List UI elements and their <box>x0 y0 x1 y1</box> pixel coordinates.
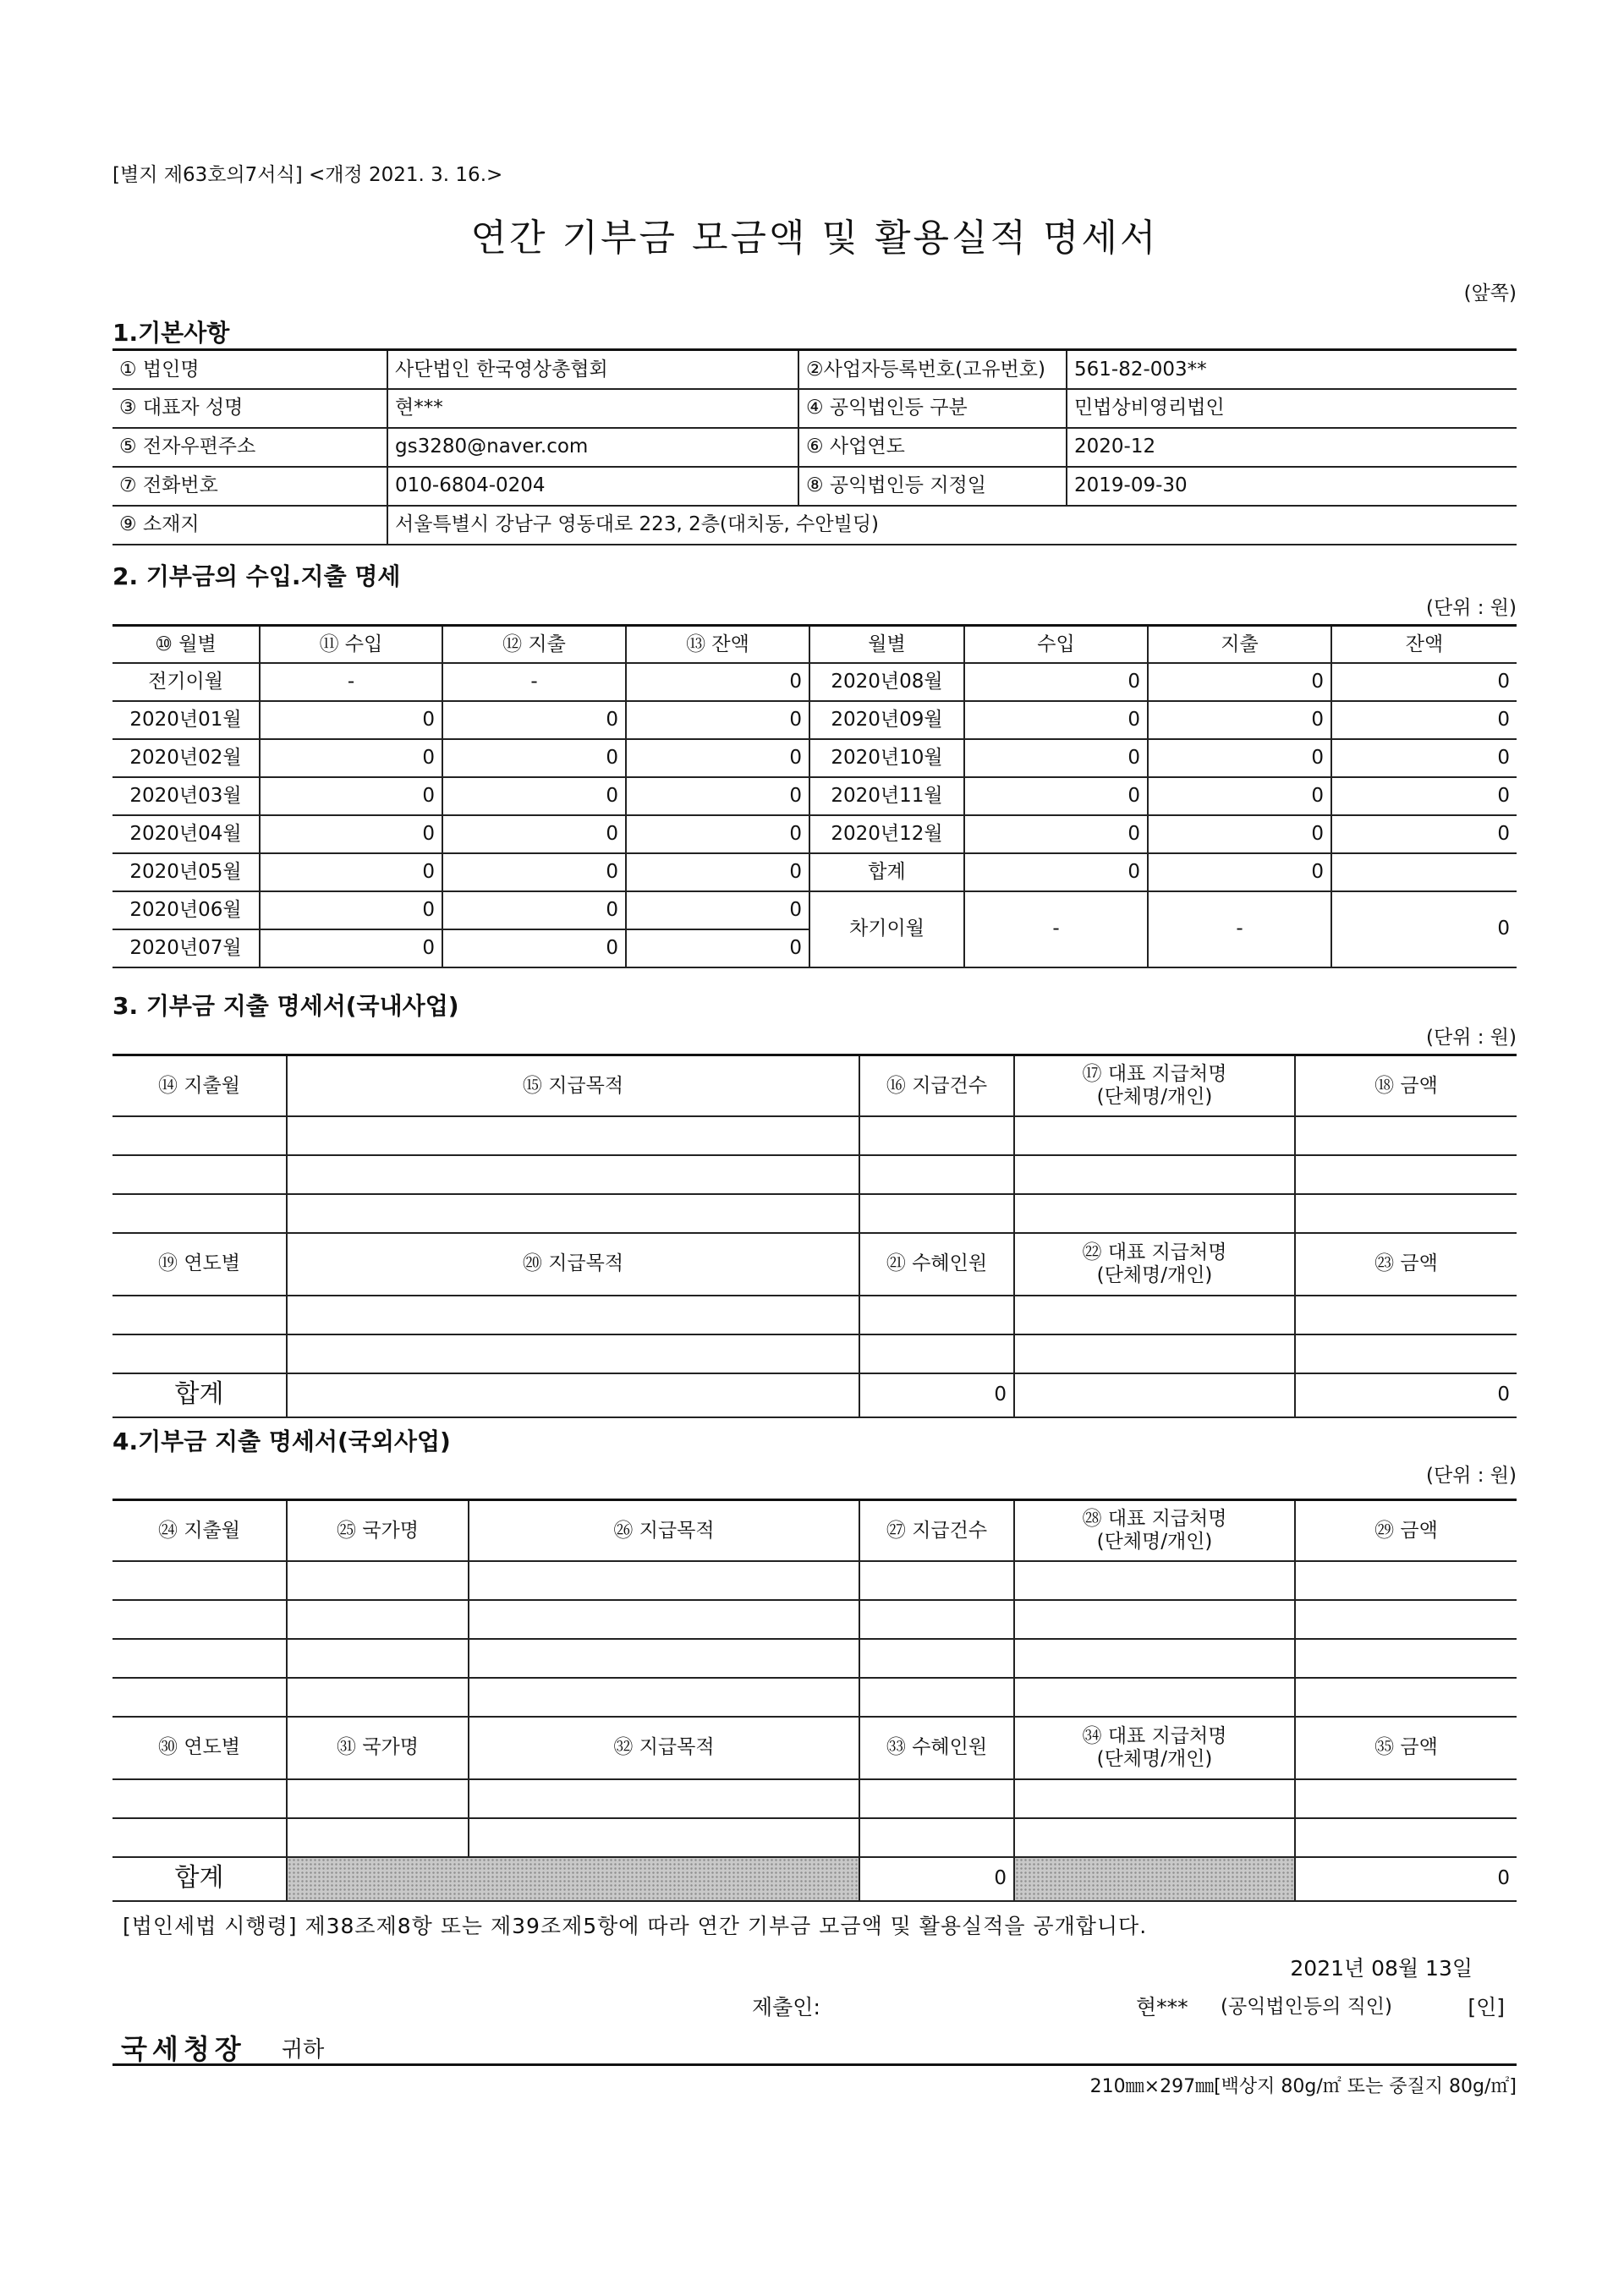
cell-month: 2020년03월 <box>112 777 260 815</box>
section-overseas-heading: 4.기부금 지출 명세서(국외사업) <box>112 1427 451 1455</box>
table-row <box>112 1194 1517 1233</box>
col-beneficiaries: ㉑ 수혜인원 <box>859 1233 1014 1296</box>
shaded-cell <box>1014 1857 1295 1901</box>
col-purpose-2: ⑳ 지급목적 <box>287 1233 859 1296</box>
total-count: 0 <box>859 1373 1014 1417</box>
cell-balance: 0 <box>1331 815 1517 853</box>
value-corp-type: 민법상비영리법인 <box>1067 389 1517 428</box>
cell-balance: 0 <box>626 815 809 853</box>
col-recipient <box>1014 1055 1295 1116</box>
cell-balance: 0 <box>626 853 809 891</box>
cell-month: 2020년07월 <box>112 929 260 967</box>
col-amount-2: ㉟ 금액 <box>1295 1717 1517 1779</box>
cell-total-income: 0 <box>964 853 1148 891</box>
income-header-row <box>112 626 1517 663</box>
label-address: ⑨ 소재지 <box>112 506 387 545</box>
table-row <box>112 1678 1517 1717</box>
col-income: ⑪ 수입 <box>260 626 442 663</box>
domestic-total-row <box>112 1373 1517 1417</box>
cell-expense: 0 <box>442 739 626 777</box>
cell-income: 0 <box>260 853 442 891</box>
cell-income: - <box>260 663 442 701</box>
cell-income: 0 <box>260 777 442 815</box>
table-row <box>112 663 1517 701</box>
cell-income: 0 <box>260 891 442 929</box>
label-designation-date: ⑧ 공익법인등 지정일 <box>798 467 1067 506</box>
table-row <box>112 777 1517 815</box>
cell-total-label: 합계 <box>809 853 964 891</box>
col-recipient-title: ㉘ 대표 지급처명 <box>1082 1508 1227 1531</box>
col-expense-month: ㉔ 지출월 <box>112 1500 287 1561</box>
value-corp-name: 사단법인 한국영상총협회 <box>387 350 798 389</box>
col-amount-2: ㉓ 금액 <box>1295 1233 1517 1296</box>
table-row <box>112 1334 1517 1373</box>
col-recipient <box>1014 1500 1295 1561</box>
cell-expense: 0 <box>442 891 626 929</box>
col-recipient-sub: (단체명/개인) <box>1096 1085 1213 1108</box>
page-title: 연간 기부금 모금액 및 활용실적 명세서 <box>470 216 1159 260</box>
cell-income: 0 <box>260 701 442 739</box>
table-row <box>112 739 1517 777</box>
label-email: ⑤ 전자우편주소 <box>112 428 387 467</box>
col-balance: ⑬ 잔액 <box>626 626 809 663</box>
cell-income: 0 <box>260 929 442 967</box>
total-blank <box>287 1373 859 1417</box>
overseas-header-row-2 <box>112 1717 1517 1779</box>
cell-balance: 0 <box>1331 739 1517 777</box>
label-corp-type: ④ 공익법인등 구분 <box>798 389 1067 428</box>
overseas-total-row <box>112 1857 1517 1901</box>
col-year: ⑲ 연도별 <box>112 1233 287 1296</box>
col-purpose: ⑮ 지급목적 <box>287 1055 859 1116</box>
total-label: 합계 <box>112 1857 287 1901</box>
col-count: ㉗ 지급건수 <box>859 1500 1014 1561</box>
cell-month: 2020년11월 <box>809 777 964 815</box>
col-expense-2: 지출 <box>1148 626 1331 663</box>
col-country: ㉕ 국가명 <box>287 1500 469 1561</box>
cell-balance: 0 <box>626 663 809 701</box>
cell-carry-balance: 0 <box>1331 891 1517 967</box>
table-row <box>112 1296 1517 1334</box>
col-recipient-sub: (단체명/개인) <box>1096 1530 1213 1553</box>
basic-row <box>112 389 1517 428</box>
col-recipient-title: ㉒ 대표 지급처명 <box>1082 1241 1227 1264</box>
value-representative: 현*** <box>387 389 798 428</box>
table-row <box>112 1818 1517 1857</box>
cell-balance: 0 <box>626 777 809 815</box>
section-domestic-heading: 3. 기부금 지출 명세서(국내사업) <box>112 992 459 1020</box>
cell-expense: 0 <box>442 929 626 967</box>
cell-month: 2020년01월 <box>112 701 260 739</box>
col-month-2: 월별 <box>809 626 964 663</box>
table-row <box>112 815 1517 853</box>
submitter-name: 현*** <box>1136 1995 1188 2019</box>
cell-balance: 0 <box>1331 701 1517 739</box>
unit-label: (단위 : 원) <box>1426 1027 1517 1049</box>
basic-row <box>112 467 1517 506</box>
total-count: 0 <box>859 1857 1014 1901</box>
col-count: ⑯ 지급건수 <box>859 1055 1014 1116</box>
overseas-expense-table <box>112 1499 1517 1902</box>
legal-notice: [법인세법 시행령] 제38조제8항 또는 제39조제5항에 따라 연간 기부금 모금액 및 활용실적을 공개합니다. <box>123 1914 1148 1938</box>
cell-expense: 0 <box>442 815 626 853</box>
label-corp-name: ① 법인명 <box>112 350 387 389</box>
col-recipient-2 <box>1014 1233 1295 1296</box>
col-amount: ㉙ 금액 <box>1295 1500 1517 1561</box>
cell-income: 0 <box>260 739 442 777</box>
cell-income: 0 <box>260 815 442 853</box>
col-expense-month: ⑭ 지출월 <box>112 1055 287 1116</box>
cell-expense: 0 <box>1148 739 1331 777</box>
table-row <box>112 891 1517 929</box>
submission-date: 2021년 08월 13일 <box>1290 1956 1473 1981</box>
cell-income: 0 <box>964 663 1148 701</box>
cell-expense: 0 <box>1148 663 1331 701</box>
col-purpose-2: ㉜ 지급목적 <box>469 1717 859 1779</box>
col-purpose: ㉖ 지급목적 <box>469 1500 859 1561</box>
cell-expense: 0 <box>442 853 626 891</box>
overseas-header-row <box>112 1500 1517 1561</box>
label-representative: ③ 대표자 성명 <box>112 389 387 428</box>
col-amount: ⑱ 금액 <box>1295 1055 1517 1116</box>
table-row <box>112 1779 1517 1818</box>
submitter-label: 제출인: <box>752 1995 820 2019</box>
cell-balance: 0 <box>626 929 809 967</box>
unit-label: (단위 : 원) <box>1426 597 1517 619</box>
cell-month: 2020년02월 <box>112 739 260 777</box>
col-recipient-title: ⑰ 대표 지급처명 <box>1082 1063 1227 1086</box>
col-income-2: 수입 <box>964 626 1148 663</box>
basic-info-table <box>112 348 1517 545</box>
seal-mark: [인] <box>1468 1995 1505 2019</box>
table-row <box>112 853 1517 891</box>
table-row <box>112 1561 1517 1600</box>
total-blank <box>1014 1373 1295 1417</box>
value-designation-date: 2019-09-30 <box>1067 467 1517 506</box>
value-phone: 010-6804-0204 <box>387 467 798 506</box>
cell-month: 2020년08월 <box>809 663 964 701</box>
cell-balance: 0 <box>626 891 809 929</box>
col-beneficiaries: ㉝ 수혜인원 <box>859 1717 1014 1779</box>
cell-expense: 0 <box>1148 815 1331 853</box>
value-address: 서울특별시 강남구 영동대로 223, 2층(대치동, 수안빌딩) <box>387 506 1517 545</box>
cell-month: 2020년10월 <box>809 739 964 777</box>
cell-expense: - <box>442 663 626 701</box>
table-row <box>112 1600 1517 1639</box>
value-biz-number: 561-82-003** <box>1067 350 1517 389</box>
income-expense-table <box>112 624 1517 968</box>
cell-income: 0 <box>964 815 1148 853</box>
page-side-label: (앞쪽) <box>1463 282 1517 304</box>
domestic-header-row-2 <box>112 1233 1517 1296</box>
value-fiscal-year: 2020-12 <box>1067 428 1517 467</box>
cell-income: 0 <box>964 777 1148 815</box>
cell-month: 2020년09월 <box>809 701 964 739</box>
cell-balance: 0 <box>1331 663 1517 701</box>
col-country-2: ㉛ 국가명 <box>287 1717 469 1779</box>
shaded-cell <box>287 1857 859 1901</box>
total-amount: 0 <box>1295 1373 1517 1417</box>
domestic-expense-table <box>112 1054 1517 1418</box>
label-phone: ⑦ 전화번호 <box>112 467 387 506</box>
basic-row <box>112 428 1517 467</box>
label-biz-number: ②사업자등록번호(고유번호) <box>798 350 1067 389</box>
cell-balance: 0 <box>626 739 809 777</box>
cell-total-balance <box>1331 853 1517 891</box>
paper-spec: 210㎜×297㎜[백상지 80g/㎡ 또는 중질지 80g/㎡] <box>1089 2076 1517 2097</box>
col-recipient-sub: (단체명/개인) <box>1096 1747 1213 1770</box>
table-row <box>112 1116 1517 1155</box>
section-income-heading: 2. 기부금의 수입.지출 명세 <box>112 562 401 590</box>
col-expense: ⑫ 지출 <box>442 626 626 663</box>
table-row <box>112 1155 1517 1194</box>
value-email: gs3280@naver.com <box>387 428 798 467</box>
cell-month: 2020년05월 <box>112 853 260 891</box>
cell-income: 0 <box>964 701 1148 739</box>
cell-month: 2020년06월 <box>112 891 260 929</box>
col-month: ⑩ 월별 <box>112 626 260 663</box>
basic-row <box>112 506 1517 545</box>
col-balance-2: 잔액 <box>1331 626 1517 663</box>
form-id: [별지 제63호의7서식] <개정 2021. 3. 16.> <box>112 164 503 186</box>
domestic-header-row <box>112 1055 1517 1116</box>
table-row <box>112 701 1517 739</box>
recipient-name: 국세청장 <box>121 2033 246 2065</box>
section-basic-heading: 1.기본사항 <box>112 319 230 347</box>
cell-expense: 0 <box>442 777 626 815</box>
cell-month: 2020년04월 <box>112 815 260 853</box>
col-recipient-2 <box>1014 1717 1295 1779</box>
cell-total-expense: 0 <box>1148 853 1331 891</box>
col-recipient-sub: (단체명/개인) <box>1096 1263 1213 1286</box>
cell-expense: 0 <box>442 701 626 739</box>
cell-income: 0 <box>964 739 1148 777</box>
cell-month: 전기이월 <box>112 663 260 701</box>
label-fiscal-year: ⑥ 사업연도 <box>798 428 1067 467</box>
cell-carry-expense: - <box>1148 891 1331 967</box>
cell-carry-income: - <box>964 891 1148 967</box>
recipient-honorific: 귀하 <box>282 2037 325 2063</box>
col-recipient-title: ㉞ 대표 지급처명 <box>1082 1725 1227 1748</box>
basic-row <box>112 350 1517 389</box>
unit-label: (단위 : 원) <box>1426 1465 1517 1487</box>
cell-carry-label: 차기이월 <box>809 891 964 967</box>
total-label: 합계 <box>112 1373 287 1417</box>
col-year: ㉚ 연도별 <box>112 1717 287 1779</box>
cell-expense: 0 <box>1148 701 1331 739</box>
cell-month: 2020년12월 <box>809 815 964 853</box>
cell-balance: 0 <box>626 701 809 739</box>
cell-balance: 0 <box>1331 777 1517 815</box>
submitter-role: (공익법인등의 직인) <box>1221 1996 1393 2018</box>
cell-expense: 0 <box>1148 777 1331 815</box>
table-row <box>112 1639 1517 1678</box>
total-amount: 0 <box>1295 1857 1517 1901</box>
divider <box>112 2063 1517 2066</box>
